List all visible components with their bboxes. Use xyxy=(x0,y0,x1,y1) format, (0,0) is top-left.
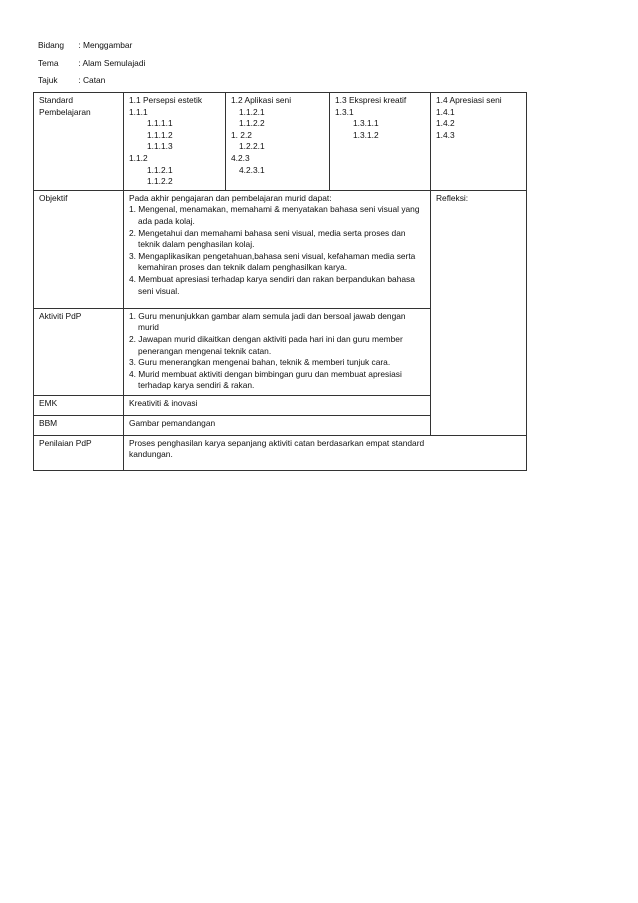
emk-label: EMK xyxy=(34,395,124,415)
bbm-value: Gambar pemandangan xyxy=(124,415,431,435)
list-item: 1.3.1.2 xyxy=(353,129,379,140)
standard-label: Standard Pembelajaran xyxy=(34,93,124,191)
header-bidang xyxy=(38,40,132,50)
aktiviti-label: Aktiviti PdP xyxy=(34,308,124,395)
header-value: : Alam Semulajadi xyxy=(78,58,146,68)
list-item: 4.2.3 xyxy=(231,152,250,163)
objektif-intro: Pada akhir pengajaran dan pembelajaran murid dapat: xyxy=(129,192,332,203)
aktiviti-content xyxy=(124,308,431,395)
list-item: 1.1.1.1 xyxy=(147,118,173,129)
standard-row xyxy=(34,93,527,191)
header-tema xyxy=(38,58,145,68)
list-item: 2. Jawapan murid dikaitkan dengan aktiviti pada hari ini dan guru member penerangan mengenai teknik catan. xyxy=(129,333,403,356)
list-item: 1.4.2 xyxy=(436,118,455,129)
list-item: 1.3.1.1 xyxy=(353,118,379,129)
header-value: : Catan xyxy=(78,75,106,85)
header-value: : Menggambar xyxy=(78,40,133,50)
list-item: 1.3 Ekspresi kreatif xyxy=(335,95,407,105)
list-item: 1.3.1 xyxy=(335,106,354,117)
list-item: 1. Mengenal, menamakan, memahami & menyatakan bahasa seni visual yang ada pada kolaj. xyxy=(129,204,420,226)
bbm-label: BBM xyxy=(34,415,124,435)
lesson-plan-table xyxy=(33,92,527,471)
list-item: 2. Mengetahui dan memahami bahasa seni visual, media serta proses dan teknik dalam penghasilan kolaj. xyxy=(129,227,406,250)
list-item: 1.1.2.2 xyxy=(239,118,265,129)
refleksi-cell: Refleksi: xyxy=(431,190,527,435)
list-item: 1.1.1 xyxy=(129,106,148,117)
standard-col-4 xyxy=(431,93,527,191)
list-item: 1.1.2.1 xyxy=(239,106,265,117)
header-key: Tajuk xyxy=(38,75,58,85)
list-item: 1.4 Apresiasi seni xyxy=(436,95,502,105)
emk-value: Kreativiti & inovasi xyxy=(124,395,431,415)
list-item: 4.2.3.1 xyxy=(239,164,265,175)
list-item: 1.2 Aplikasi seni xyxy=(231,95,292,105)
list-item: 1. Guru menunjukkan gambar alam semula jadi dan bersoal jawab dengan murid xyxy=(129,310,406,333)
list-item: 4. Membuat apresiasi terhadap karya sendiri dan rakan berpandukan bahasa seni visual. xyxy=(129,273,415,296)
standard-col-1 xyxy=(124,93,226,191)
list-item: 1.1 Persepsi estetik xyxy=(129,95,203,105)
penilaian-text: Proses penghasilan karya sepanjang aktiviti catan berdasarkan empat standard kandungan. xyxy=(129,437,425,460)
penilaian-value xyxy=(124,435,527,470)
list-item: 1. 2.2 xyxy=(231,129,252,140)
header-key: Bidang xyxy=(38,40,65,50)
standard-col-2 xyxy=(226,93,330,191)
header-key: Tema xyxy=(38,58,59,68)
list-item: 3. Mengaplikasikan pengetahuan,bahasa seni visual, kefahaman media serta kemahiran proses dan teknik dalam penghasilkan karya. xyxy=(129,250,416,273)
header-tajuk xyxy=(38,75,105,85)
list-item: 1.2.2.1 xyxy=(239,141,265,152)
objektif-row xyxy=(34,190,527,308)
list-item: 1.1.1.2 xyxy=(147,129,173,140)
list-item: 1.4.3 xyxy=(436,129,455,140)
objektif-label: Objektif xyxy=(34,190,124,308)
list-item: 1.1.2 xyxy=(129,152,148,163)
list-item: 1.1.2.1 xyxy=(147,164,173,175)
list-item: 1.4.1 xyxy=(436,106,455,117)
penilaian-label: Penilaian PdP xyxy=(34,435,124,470)
list-item: 1.1.1.3 xyxy=(147,141,173,152)
penilaian-row xyxy=(34,435,527,470)
objektif-content xyxy=(124,190,431,308)
list-item: 1.1.2.2 xyxy=(147,176,173,187)
list-item: 4. Murid membuat aktiviti dengan bimbingan guru dan membuat apresiasi terhadap karya sendiri & rakan. xyxy=(129,368,402,391)
list-item: 3. Guru menerangkan mengenai bahan, teknik & memberi tunjuk cara. xyxy=(129,357,391,368)
standard-col-3 xyxy=(330,93,431,191)
